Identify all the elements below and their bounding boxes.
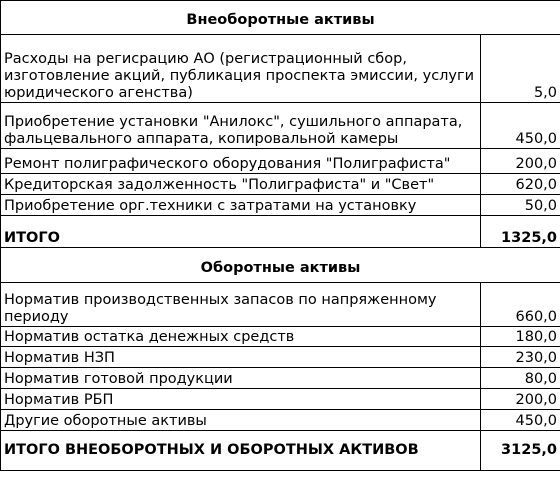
total-row-noncurrent (1, 216, 560, 248)
row-value: 450,0 (481, 103, 560, 149)
section-header-row (1, 248, 560, 283)
table-row (1, 410, 560, 431)
row-label: Другие оборотные активы (1, 410, 481, 431)
table-row (1, 174, 560, 195)
table-row (1, 103, 560, 149)
row-label: Ремонт полиграфического оборудования "Полиграфиста" (1, 149, 481, 174)
row-value: 230,0 (481, 347, 560, 368)
table-row (1, 368, 560, 389)
total-value: 1325,0 (481, 216, 560, 248)
row-value: 5,0 (481, 35, 560, 103)
row-label: Расходы на регисрацию АО (регистрационный сбор, изготовление акций, публикация проспекта эмиссии, услуги юридического агенства) (1, 35, 481, 103)
row-value: 80,0 (481, 368, 560, 389)
row-value: 660,0 (481, 283, 560, 327)
section-title-current: Оборотные активы (1, 248, 560, 283)
row-value: 50,0 (481, 195, 560, 216)
row-value: 180,0 (481, 327, 560, 347)
table-row (1, 35, 560, 103)
row-label: Приобретение орг.техники с затратами на установку (1, 195, 481, 216)
table-row (1, 283, 560, 327)
section-header-row (1, 1, 560, 35)
grand-total-label: ИТОГО ВНЕОБОРОТНЫХ И ОБОРОТНЫХ АКТИВОВ (1, 431, 481, 471)
row-label: Норматив готовой продукции (1, 368, 481, 389)
section-title-noncurrent: Внеоборотные активы (1, 1, 560, 35)
row-label: Кредиторская задолженность "Полиграфиста" и "Свет" (1, 174, 481, 195)
table-row (1, 195, 560, 216)
row-value: 620,0 (481, 174, 560, 195)
row-label: Норматив остатка денежных средств (1, 327, 481, 347)
row-value: 200,0 (481, 389, 560, 410)
row-value: 450,0 (481, 410, 560, 431)
grand-total-value: 3125,0 (481, 431, 560, 471)
row-label: Приобретение установки "Анилокс", сушильного аппарата, фальцевального аппарата, копировальной камеры (1, 103, 481, 149)
table-row (1, 327, 560, 347)
row-label: Норматив производственных запасов по напряженному периоду (1, 283, 481, 327)
row-label: Норматив НЗП (1, 347, 481, 368)
total-label: ИТОГО (1, 216, 481, 248)
table-row (1, 149, 560, 174)
grand-total-row (1, 431, 560, 471)
row-value: 200,0 (481, 149, 560, 174)
table-row (1, 347, 560, 368)
row-label: Норматив РБП (1, 389, 481, 410)
table-row (1, 389, 560, 410)
